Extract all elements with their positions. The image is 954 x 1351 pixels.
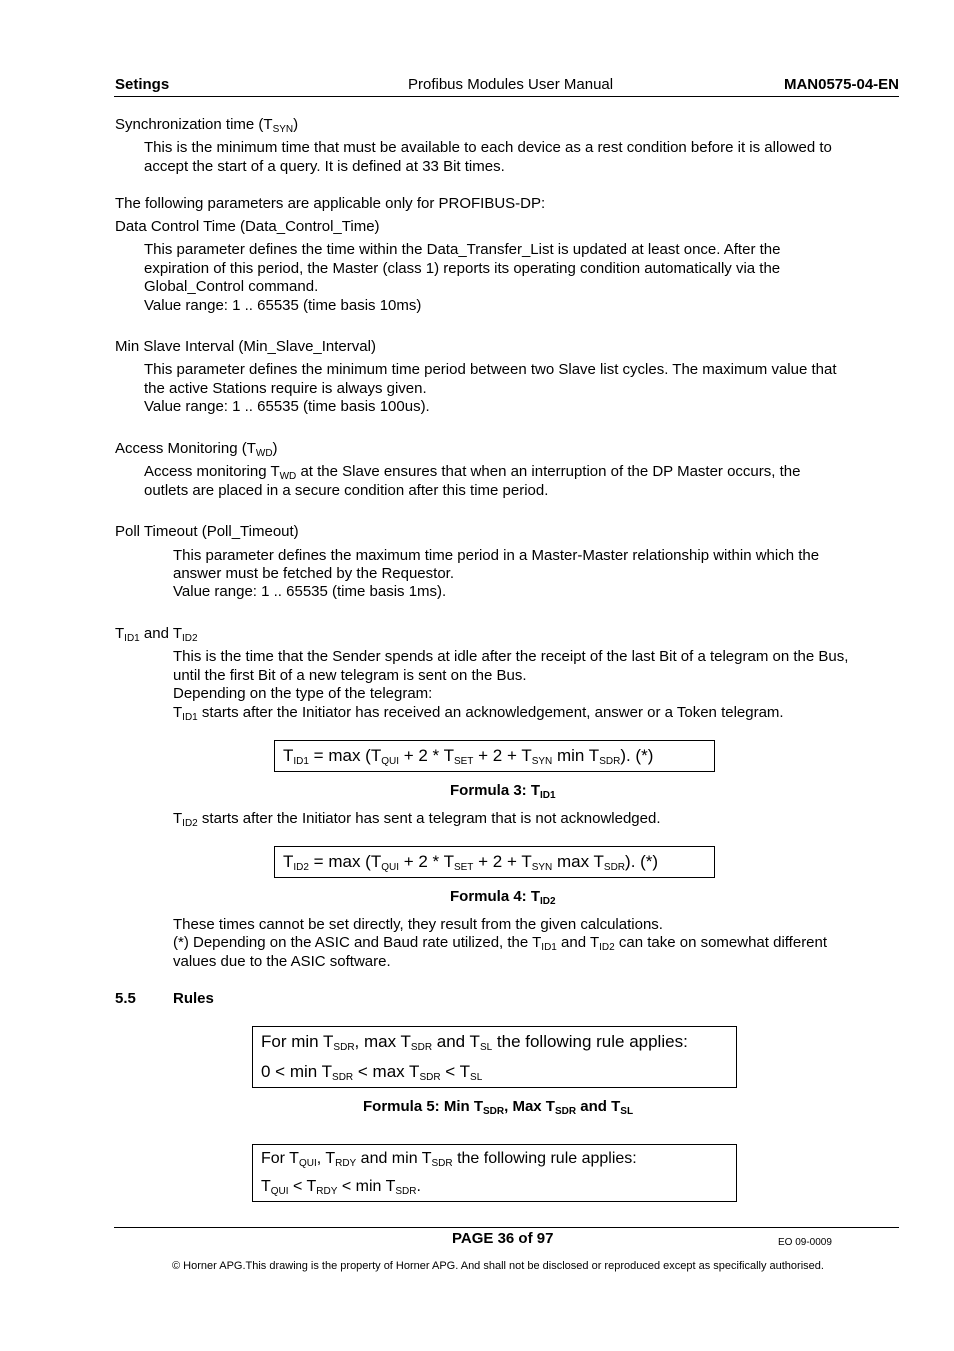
- tid1-description: $T_{ID1}$ starts after the Initiator has received an acknowledgement, answer or a Token telegram.: [173, 704, 784, 723]
- section-number: 5.5: [115, 990, 136, 1007]
- min-slave-text-line: the active Stations require is always given.: [144, 380, 427, 397]
- access-text-line: outlets are placed in a secure condition after this time period.: [144, 482, 549, 499]
- min-slave-heading: Min Slave Interval (Min_Slave_Interval): [115, 338, 376, 355]
- tid-text-line: until the first Bit of a new telegram is sent on the Bus.: [173, 667, 527, 684]
- tid2-description: $T_{ID2}$ starts after the Initiator has sent a telegram that is not acknowledged.: [173, 810, 661, 829]
- tid-text-line: This is the time that the Sender spends at idle after the receipt of the last Bit of a telegram on the Bus,: [173, 648, 849, 665]
- header-rule: [114, 96, 899, 97]
- min-slave-value-range: Value range: 1 .. 65535 (time basis 100us).: [144, 398, 430, 415]
- formula-3-caption: Formula 3: $T_{ID1}$: [450, 782, 556, 801]
- formula-6-rule-line: For $T_{QUI}$, $T_{RDY}$ and $\min T_{SDR}$ the following rule applies:: [261, 1150, 637, 1169]
- data-control-value-range: Value range: 1 .. 65535 (time basis 10ms): [144, 297, 422, 314]
- data-control-heading: Data Control Time (Data_Control_Time): [115, 218, 380, 235]
- page-number: PAGE 36 of 97: [452, 1230, 554, 1247]
- formula-5-caption: Formula 5: Min $T_{SDR}$, Max $T_{SDR}$ and $T_{SL}$: [363, 1098, 634, 1117]
- tsyn-text-line: This is the minimum time that must be available to each device as a rest condition before it is allowed to: [144, 139, 832, 156]
- tid-text-line: Depending on the type of the telegram:: [173, 685, 433, 702]
- tsyn-heading: Synchronization time $(T_{SYN})$: [115, 116, 299, 135]
- poll-text-line: answer must be fetched by the Requestor.: [173, 565, 454, 582]
- data-control-text-line: Global_Control command.: [144, 278, 319, 295]
- formula-5-expression: $0 < \min T_{SDR} < \max T_{SDR} < T_{SL}$: [261, 1062, 483, 1083]
- access-heading: Access Monitoring $(T_{WD})$: [115, 440, 278, 459]
- dp-intro: The following parameters are applicable only for PROFIBUS-DP:: [115, 195, 546, 212]
- min-slave-text-line: This parameter defines the minimum time period between two Slave list cycles. The maximum value that: [144, 361, 837, 378]
- copyright-notice: © Horner APG.This drawing is the property of Horner APG. And shall not be disclosed or reproduced except as specifically authorised.: [172, 1260, 824, 1272]
- tid-heading: $T_{ID1}$ and $T_{ID2}$: [115, 625, 198, 644]
- footer-rule: [114, 1227, 899, 1228]
- header-manual-title: Profibus Modules User Manual: [408, 76, 614, 93]
- note-text-line: values due to the ASIC software.: [173, 953, 391, 970]
- header-document-number: MAN0575-04-EN: [783, 76, 899, 93]
- access-text-line: Access monitoring $T_{WD}$ at the Slave ensures that when an interruption of the DP Master occurs, the: [144, 463, 801, 482]
- poll-value-range: Value range: 1 .. 65535 (time basis 1ms).: [173, 583, 447, 600]
- data-control-text-line: This parameter defines the time within the Data_Transfer_List is updated at least once. After the: [144, 241, 781, 258]
- header-section-title: Setings: [115, 76, 170, 93]
- formula-6-expression: $T_{QUI} < T_{RDY} < \min T_{SDR}$.: [261, 1178, 421, 1197]
- formula-4-expression: $T_{ID2} = \max (T_{QUI} + 2 * T_{SET} + 2 + T_{SYN}$ $\max T_{SDR}$). (*): [283, 852, 659, 873]
- formula-3-expression: $T_{ID1} = \max (T_{QUI} + 2 * T_{SET} + 2 + T_{SYN}$ $\min T_{SDR}$). (*): [283, 746, 654, 767]
- poll-text-line: This parameter defines the maximum time period in a Master-Master relationship within which the: [173, 547, 820, 564]
- form-code: EO 09-0009: [778, 1237, 832, 1248]
- section-title: Rules: [173, 990, 214, 1007]
- tsyn-text-line: accept the start of a query. It is defined at 33 Bit times.: [144, 158, 505, 175]
- poll-heading: Poll Timeout (Poll_Timeout): [115, 523, 299, 540]
- formula-4-caption: Formula 4: $T_{ID2}$: [450, 888, 556, 907]
- note-text-line: (*) Depending on the ASIC and Baud rate utilized, the $T_{ID1}$ and $T_{ID2}$ can take on somewhat different: [173, 934, 828, 953]
- formula-5-rule-line: For $\min T_{SDR}$, $\max T_{SDR}$ and $T_{SL}$ the following rule applies:: [261, 1032, 688, 1053]
- data-control-text-line: expiration of this period, the Master (class 1) reports its operating condition automatically via the: [144, 260, 781, 277]
- note-text-line: These times cannot be set directly, they result from the given calculations.: [173, 916, 663, 933]
